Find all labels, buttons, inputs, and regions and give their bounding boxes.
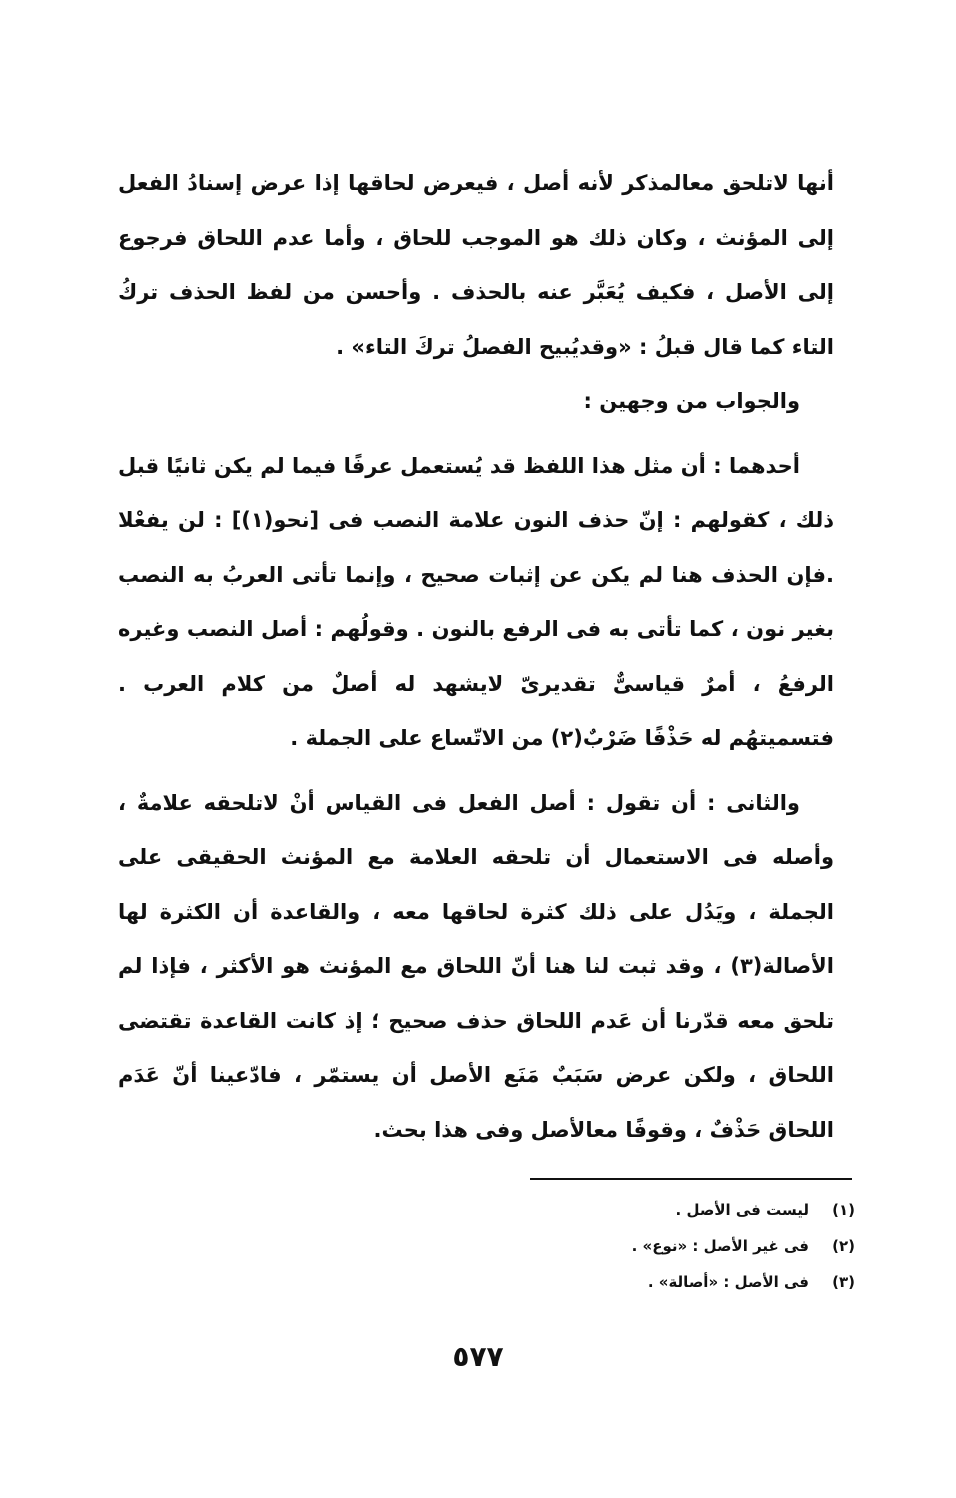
- main-text: [118, 156, 834, 1157]
- paragraph-1: أنها لاتلحق معالمذكر لأنه أصل ، فيعرض لحاقها إذا عرض إسنادُ الفعل إلى المؤنث ، وكان ذلك هو الموجب للحاق ، وأما عدم اللحاق فرجوع إلى الأصل ، فكيف يُعَبَّر عنه بالحذف . وأحسن من لفظ الحذف تركُ التاء كما قال قبلُ : «وقديُبيح الفصلُ تركَ التاء» .: [118, 171, 834, 359]
- paragraph-4: والثانى : أن تقول : أصل الفعل فى القياس أنْ لاتلحقه علامةٌ ، وأصله فى الاستعمال أن تلحقه العلامة مع المؤنث الحقيقى على الجملة ، ويَدُل على ذلك كثرة لحاقها معه ، والقاعدة أن الكثرة لها الأصالة(٣) ، وقد ثبت لنا هنا أنّ اللحاق مع المؤنث هو الأكثر ، فإذا لم تلحق معه قدّرنا أن عَدم اللحاق حذف صحيح ؛ إذ كانت القاعدة تقتضى اللحاق ، ولكن عرض سَبَبٌ مَنَع الأصل أن يستمّر ، فادّعينا أنّ عَدَم اللحاق حَذْفٌ ، وقوفًا معالأصل وفى هذا بحث.: [118, 790, 834, 1142]
- footnote-3: [400, 1264, 855, 1300]
- footnote-number: (١): [832, 1201, 855, 1219]
- footnote-2: [400, 1228, 855, 1264]
- footnote-text: فى الأصل : «أصالة» .: [647, 1273, 809, 1291]
- footnote-number: (٣): [832, 1273, 855, 1291]
- footnote-divider: [530, 1178, 852, 1180]
- paragraph-3: أحدهما : أن مثل هذا اللفظ قد يُستعمل عرفًا فيما لم يكن ثانيًا قبل ذلك ، كقولهم : إنّ حذف النون علامة النصب فى [نحو(١)] : لن يفعْلا .فإن الحذف هنا لم يكن عن إثبات صحيح ، وإنما تأتى العربُ به النصب بغير نون ، كما تأتى به فى الرفع بالنون . وقولُهم : أصل النصب وغيره الرفعُ ، أمرٌ قياسىٌّ تقديرىّ لايشهد له أصلٌ من كلام العرب . فتسميتهُم له حَذْفًا ضَرْبٌ(٢) من الاتّساع على الجملة .: [118, 453, 835, 750]
- footnote-number: (٢): [832, 1237, 855, 1255]
- footnote-text: ليست فى الأصل .: [675, 1201, 809, 1219]
- footnote-text: فى غير الأصل : «نوع» .: [631, 1237, 809, 1255]
- paragraph-2: والجواب من وجهين :: [583, 389, 800, 413]
- page-number: ٥٧٧: [452, 1340, 504, 1373]
- footnotes: [400, 1192, 855, 1300]
- footnote-1: [400, 1192, 855, 1228]
